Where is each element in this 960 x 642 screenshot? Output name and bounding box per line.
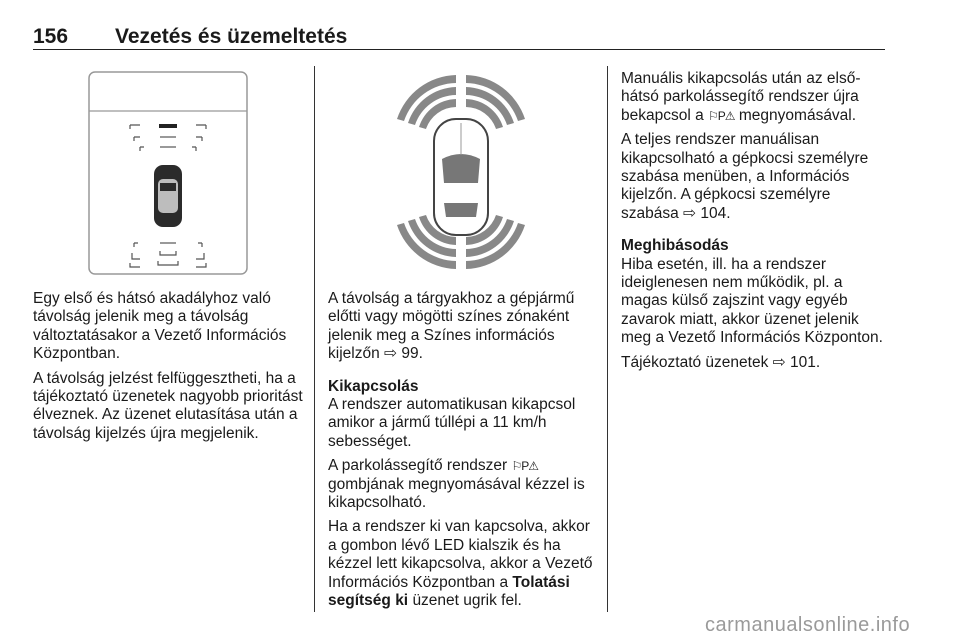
- paragraph: Hiba esetén, ill. ha a rendszer ideiglenesen nem működik, pl. a magas külső zajszint vagy egyéb zavarok miatt, akkor üzenet jelenik meg a Vezető Információs Központon.: [621, 255, 883, 347]
- watermark: carmanualsonline.info: [705, 614, 911, 636]
- paragraph: Egy első és hátsó akadályhoz való távolság jelenik meg a távolság változtatásakor a Vezető Információs Központban.: [33, 290, 287, 363]
- reference-arrow-icon: ⇨: [772, 353, 786, 371]
- message-text: Tolatási segítség ki: [328, 573, 570, 610]
- paragraph: Tájékoztató üzenetek ⇨ 101.: [621, 353, 821, 371]
- car-top-view-icon: [154, 165, 182, 227]
- paragraph: A parkolássegítő rendszer ⚐P⚠ gombjának megnyomásával kézzel is kikapcsolható.: [328, 457, 585, 512]
- paragraph: Ha a rendszer ki van kapcsolva, akkor a gombon lévő LED kialszik és ha kézzel lett kikapcsolva, akkor a Vezető Információs Központban a Tolatási segítség ki üzenet ugrik fel.: [328, 518, 593, 610]
- page-header: [33, 21, 885, 50]
- park-assist-icon: ⚐P⚠: [511, 459, 539, 474]
- column-divider: [314, 66, 315, 612]
- paragraph: A távolság jelzést felfüggesztheti, ha a tájékoztató üzenetek nagyobb prioritást élveznek. Az üzenet elutasítása után a távolság kijelzés újra megjelenik.: [33, 369, 303, 442]
- page-number: 156: [33, 25, 69, 48]
- paragraph: A távolság a tárgyakhoz a gépjármű előtti vagy mögötti színes zónaként jelenik meg a Színes információs kijelzőn ⇨ 99.: [328, 290, 575, 363]
- page-reference-link[interactable]: 99.: [401, 345, 423, 363]
- park-assist-icon: ⚐P⚠: [708, 108, 735, 123]
- column-divider: [607, 66, 608, 612]
- reference-arrow-icon: ⇨: [384, 345, 398, 363]
- section-heading: Kikapcsolás: [328, 377, 419, 395]
- column-3: [621, 70, 886, 378]
- page-reference-link[interactable]: 104.: [700, 204, 731, 222]
- paragraph: Manuális kikapcsolás után az első-hátsó parkolássegítő rendszer újra bekapcsol a ⚐P⚠ megnyomásával.: [621, 70, 861, 124]
- color-zone-display-figure: [394, 71, 528, 271]
- column-2: [328, 290, 600, 617]
- page-reference-link[interactable]: 101.: [789, 353, 821, 371]
- paragraph: A rendszer automatikusan kikapcsol amikor a jármű túllépi a 11 km/h sebességet.: [328, 396, 576, 450]
- reference-arrow-icon: ⇨: [683, 204, 697, 222]
- paragraph: A teljes rendszer manuálisan kikapcsolható a gépkocsi személyre szabása menüben, a Információs kijelzőn. A gépkocsi személyre szabása ⇨ 104.: [621, 131, 869, 222]
- car-top-view-icon: [434, 119, 488, 235]
- section-heading: Meghibásodás: [621, 237, 729, 255]
- column-1: [33, 290, 305, 449]
- dic-distance-display-figure: [88, 71, 248, 275]
- page-title: Vezetés és üzemeltetés: [115, 25, 348, 48]
